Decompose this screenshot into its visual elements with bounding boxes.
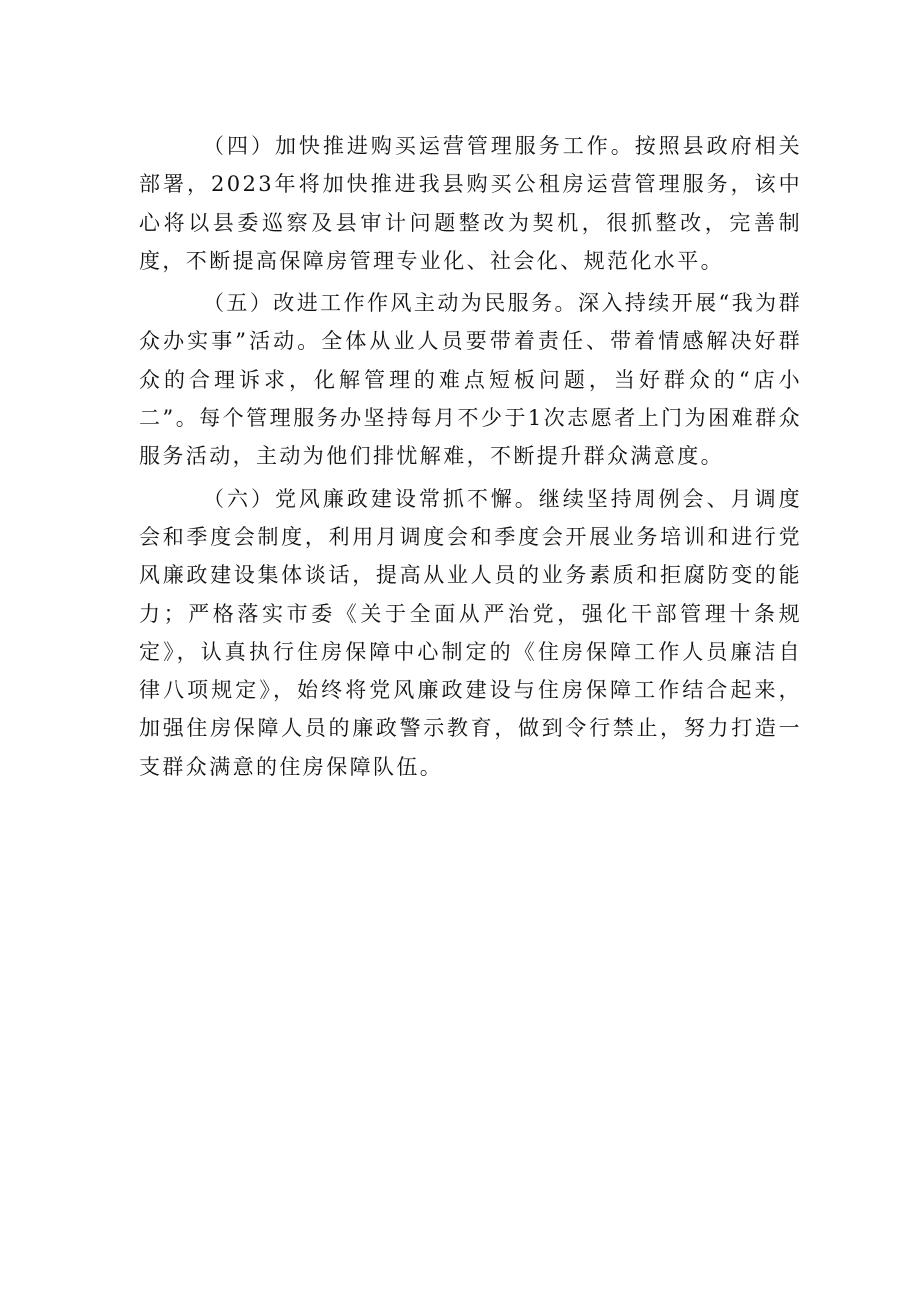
document-body <box>139 127 802 790</box>
paragraph-section-6: （六）党风廉政建设常抓不懈。继续坚持周例会、月调度会和季度会制度，利用月调度会和季度会开展业务培训和进行党风廉政建设集体谈话，提高从业人员的业务素质和拒腐防变的能力；严格落实市委《关于全面从严治党，强化干部管理十条规定》，认真执行住房保障中心制定的《住房保障工作人员廉洁自律八项规定》，始终将党风廉政建设与住房保障工作结合起来，加强住房保障人员的廉政警示教育，做到令行禁止，努力打造一支群众满意的住房保障队伍。 <box>139 486 802 779</box>
paragraph-section-4: （四）加快推进购买运营管理服务工作。按照县政府相关部署，2023年将加快推进我县购买公租房运营管理服务，该中心将以县委巡察及县审计问题整改为契机，很抓整改，完善制度，不断提高保障房管理专业化、社会化、规范化水平。 <box>139 134 802 273</box>
paragraph-section-5: （五）改进工作作风主动为民服务。深入持续开展“我为群众办实事”活动。全体从业人员要带着责任、带着情感解决好群众的合理诉求，化解管理的难点短板问题，当好群众的“店小二”。每个管理服务办坚持每月不少于1次志愿者上门为困难群众服务活动，主动为他们排忧解难，不断提升群众满意度。 <box>139 291 802 469</box>
